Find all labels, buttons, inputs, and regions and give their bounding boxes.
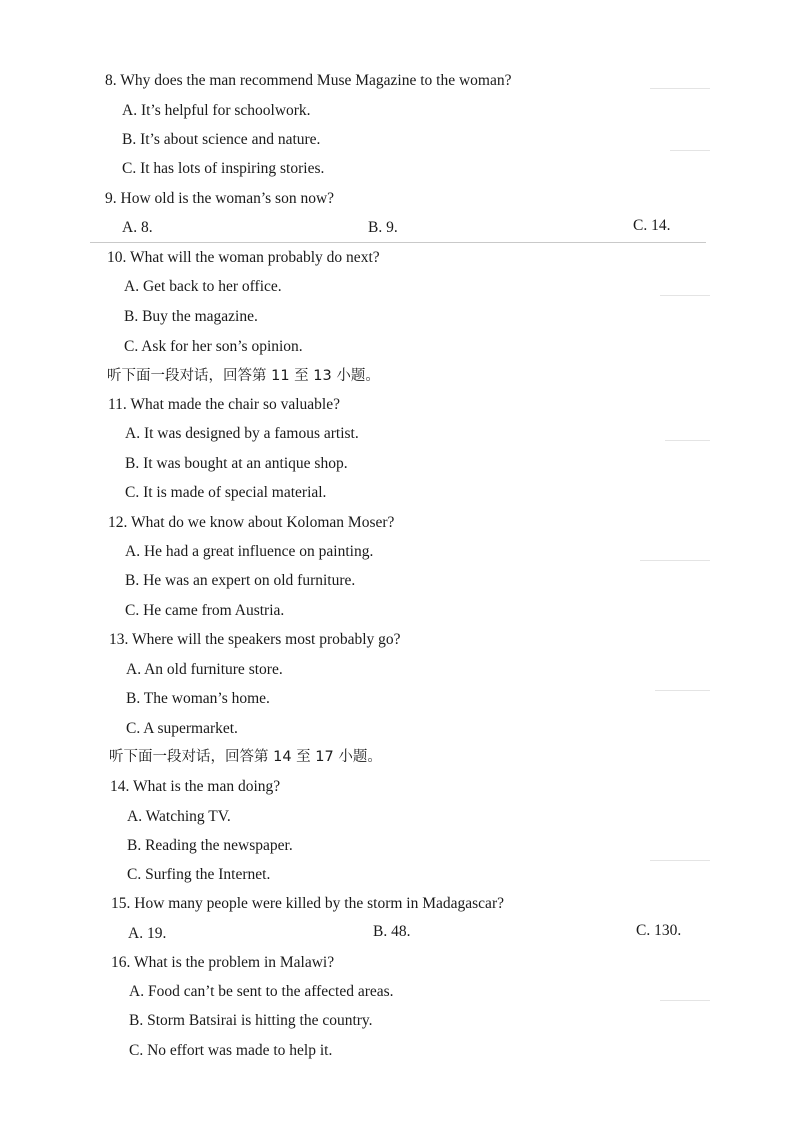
question-9-option-a: A. 8.: [122, 219, 153, 236]
question-12-option-c: C. He came from Austria.: [125, 602, 285, 619]
question-9-stem: 9. How old is the woman’s son now?: [105, 190, 335, 207]
fold-line-divider: [90, 242, 706, 243]
bleed-through-mark: [670, 150, 710, 151]
question-8-option-c: C. It has lots of inspiring stories.: [122, 160, 325, 177]
question-12-stem: 12. What do we know about Koloman Moser?: [108, 514, 395, 531]
question-13-option-c: C. A supermarket.: [126, 720, 238, 737]
question-11-stem: 11. What made the chair so valuable?: [108, 396, 340, 413]
question-12-option-b: B. He was an expert on old furniture.: [125, 572, 356, 589]
question-8-option-a: A. It’s helpful for schoolwork.: [122, 102, 311, 119]
question-13-option-a: A. An old furniture store.: [126, 661, 283, 678]
bleed-through-mark: [640, 560, 710, 561]
question-16-stem: 16. What is the problem in Malawi?: [111, 954, 335, 971]
question-13-option-b: B. The woman’s home.: [126, 690, 270, 707]
question-16-option-b: B. Storm Batsirai is hitting the country.: [129, 1012, 373, 1029]
question-11-option-b: B. It was bought at an antique shop.: [125, 455, 348, 472]
question-8-stem: 8. Why does the man recommend Muse Magazine to the woman?: [105, 72, 512, 89]
question-11-option-a: A. It was designed by a famous artist.: [125, 425, 359, 442]
question-14-option-c: C. Surfing the Internet.: [127, 866, 271, 883]
question-11-option-c: C. It is made of special material.: [125, 484, 327, 501]
question-15-option-b: B. 48.: [373, 923, 411, 940]
bleed-through-mark: [665, 440, 710, 441]
question-15-stem: 15. How many people were killed by the storm in Madagascar?: [111, 895, 504, 912]
question-12-option-a: A. He had a great influence on painting.: [125, 543, 374, 560]
section-instruction-11-13: 听下面一段对话，回答第 11 至 13 小题。: [107, 368, 380, 384]
question-16-option-c: C. No effort was made to help it.: [129, 1042, 333, 1059]
question-15-option-c: C. 130.: [636, 922, 682, 939]
section-instruction-14-17: 听下面一段对话，回答第 14 至 17 小题。: [109, 749, 382, 765]
question-10-option-c: C. Ask for her son’s opinion.: [124, 338, 303, 355]
question-10-option-a: A. Get back to her office.: [124, 278, 282, 295]
question-16-option-a: A. Food can’t be sent to the affected areas.: [129, 983, 394, 1000]
question-14-option-b: B. Reading the newspaper.: [127, 837, 293, 854]
bleed-through-mark: [650, 860, 710, 861]
question-14-stem: 14. What is the man doing?: [110, 778, 281, 795]
question-13-stem: 13. Where will the speakers most probably go?: [109, 631, 401, 648]
bleed-through-mark: [650, 88, 710, 89]
question-8-option-b: B. It’s about science and nature.: [122, 131, 321, 148]
question-10-stem: 10. What will the woman probably do next?: [107, 249, 380, 266]
bleed-through-mark: [660, 1000, 710, 1001]
question-10-option-b: B. Buy the magazine.: [124, 308, 258, 325]
question-14-option-a: A. Watching TV.: [127, 808, 231, 825]
bleed-through-mark: [655, 690, 710, 691]
bleed-through-mark: [660, 295, 710, 296]
question-15-option-a: A. 19.: [128, 925, 167, 942]
question-9-option-b: B. 9.: [368, 219, 398, 236]
question-9-option-c: C. 14.: [633, 217, 671, 234]
